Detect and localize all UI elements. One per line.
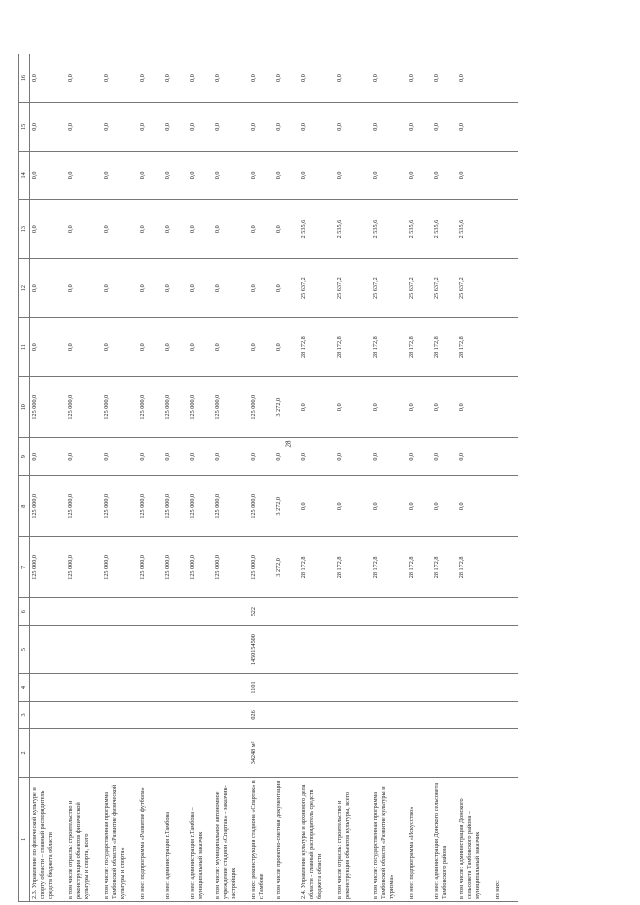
cell-col-13: 0,0 [66, 200, 102, 259]
cell-col-5 [188, 625, 213, 673]
cell-col-7: 125 000,0 [102, 537, 138, 598]
table-row [274, 54, 299, 902]
cell-col-11: 0,0 [249, 318, 274, 377]
cell-col-15: 0,0 [335, 103, 371, 151]
column-header-12: 12 [19, 259, 30, 318]
row-description: из них: реконструкция стадиона «Спартак» в г.Тамбове [249, 777, 274, 901]
cell-col-7: 28 172,8 [371, 537, 407, 598]
cell-col-9: 0,0 [249, 438, 274, 476]
cell-col-10: 125 000,0 [102, 377, 138, 438]
cell-col-12: 0,0 [274, 259, 299, 318]
table-row [102, 54, 138, 902]
row-description: из них: [493, 777, 518, 901]
column-header-10: 10 [19, 377, 30, 438]
cell-col-4 [407, 674, 432, 701]
cell-col-7: 28 172,8 [407, 537, 432, 598]
cell-col-9: 0,0 [102, 438, 138, 476]
cell-col-5 [457, 625, 493, 673]
cell-col-16: 0,0 [407, 54, 432, 103]
cell-col-13: 2 535,6 [432, 200, 457, 259]
cell-col-11: 28 172,8 [299, 318, 335, 377]
cell-col-14: 0,0 [163, 151, 188, 199]
cell-col-8: 125 000,0 [30, 476, 67, 537]
row-description: из нее: администрация г.Тамбова [163, 777, 188, 901]
cell-col-5 [299, 625, 335, 673]
cell-col-4 [188, 674, 213, 701]
cell-col-4 [335, 674, 371, 701]
cell-col-12: 25 637,2 [407, 259, 432, 318]
cell-col-10: 125 000,0 [249, 377, 274, 438]
cell-col-14: 0,0 [407, 151, 432, 199]
cell-col-6 [457, 598, 493, 625]
cell-col-13: 2 535,6 [299, 200, 335, 259]
cell-col-11: 0,0 [274, 318, 299, 377]
cell-col-3 [188, 701, 213, 728]
cell-col-13: 0,0 [163, 200, 188, 259]
cell-col-2 [138, 729, 163, 777]
cell-col-3 [407, 701, 432, 728]
cell-col-12: 0,0 [249, 259, 274, 318]
cell-col-3 [30, 701, 67, 728]
cell-col-7: 28 172,8 [335, 537, 371, 598]
cell-col-14 [493, 151, 518, 199]
cell-col-15: 0,0 [274, 103, 299, 151]
cell-col-11: 0,0 [163, 318, 188, 377]
cell-col-15: 0,0 [371, 103, 407, 151]
cell-col-8 [493, 476, 518, 537]
cell-col-8: 0,0 [335, 476, 371, 537]
cell-col-2 [163, 729, 188, 777]
table-row [213, 54, 249, 902]
cell-col-5: 1450154500 [249, 625, 274, 673]
row-description: в том числе отрасль: строительство и реконструкция объектов культуры, всего [335, 777, 371, 901]
cell-col-13: 2 535,6 [371, 200, 407, 259]
cell-col-11: 0,0 [213, 318, 249, 377]
cell-col-7: 125 000,0 [249, 537, 274, 598]
cell-col-3 [66, 701, 102, 728]
cell-col-7: 125 000,0 [163, 537, 188, 598]
row-description: из нее: подпрограмма «Искусство» [407, 777, 432, 901]
cell-col-10: 0,0 [432, 377, 457, 438]
row-description: из нее: администрация Донского сельсовета Тамбовского района [432, 777, 457, 901]
cell-col-15: 0,0 [66, 103, 102, 151]
cell-col-16: 0,0 [299, 54, 335, 103]
cell-col-2 [188, 729, 213, 777]
cell-col-10: 125 000,0 [30, 377, 67, 438]
cell-col-12: 0,0 [30, 259, 67, 318]
cell-col-11: 28 172,8 [432, 318, 457, 377]
cell-col-5 [493, 625, 518, 673]
column-header-13: 13 [19, 200, 30, 259]
cell-col-14: 0,0 [335, 151, 371, 199]
cell-col-7: 28 172,8 [457, 537, 493, 598]
cell-col-14: 0,0 [102, 151, 138, 199]
cell-col-4 [213, 674, 249, 701]
cell-col-10 [493, 377, 518, 438]
cell-col-8: 3 272,0 [274, 476, 299, 537]
cell-col-8: 0,0 [371, 476, 407, 537]
cell-col-2 [299, 729, 335, 777]
cell-col-13: 0,0 [274, 200, 299, 259]
cell-col-13 [493, 200, 518, 259]
cell-col-7: 125 000,0 [213, 537, 249, 598]
cell-col-5 [213, 625, 249, 673]
cell-col-10: 125 000,0 [188, 377, 213, 438]
cell-col-9: 0,0 [188, 438, 213, 476]
cell-col-11: 0,0 [30, 318, 67, 377]
cell-col-16: 0,0 [163, 54, 188, 103]
cell-col-10: 125 000,0 [213, 377, 249, 438]
cell-col-2 [371, 729, 407, 777]
cell-col-11: 0,0 [66, 318, 102, 377]
cell-col-6 [274, 598, 299, 625]
cell-col-15: 0,0 [299, 103, 335, 151]
budget-table [18, 54, 518, 902]
cell-col-2 [335, 729, 371, 777]
table-row [493, 54, 518, 902]
cell-col-14: 0,0 [371, 151, 407, 199]
cell-col-8: 125 000,0 [213, 476, 249, 537]
cell-col-2 [407, 729, 432, 777]
cell-col-7: 3 272,0 [274, 537, 299, 598]
cell-col-9: 0,0 [335, 438, 371, 476]
cell-col-6 [163, 598, 188, 625]
cell-col-3 [371, 701, 407, 728]
cell-col-8: 0,0 [457, 476, 493, 537]
cell-col-8: 0,0 [299, 476, 335, 537]
cell-col-10: 125 000,0 [138, 377, 163, 438]
cell-col-12: 0,0 [102, 259, 138, 318]
cell-col-16: 0,0 [30, 54, 67, 103]
row-description: в том числе отрасль: строительство и реконструкция объектов физической культуры и спорта, всего [66, 777, 102, 901]
row-description: в том числе: государственная программа Тамбовской области «Развитие культуры и туризма» [371, 777, 407, 901]
cell-col-13: 2 535,6 [457, 200, 493, 259]
cell-col-14: 0,0 [249, 151, 274, 199]
column-header-15: 15 [19, 103, 30, 151]
cell-col-9: 0,0 [30, 438, 67, 476]
cell-col-12 [493, 259, 518, 318]
cell-col-8: 125 000,0 [102, 476, 138, 537]
cell-col-5 [30, 625, 67, 673]
cell-col-15: 0,0 [213, 103, 249, 151]
cell-col-15: 0,0 [432, 103, 457, 151]
cell-col-2 [432, 729, 457, 777]
cell-col-4 [274, 674, 299, 701]
cell-col-12: 25 637,2 [457, 259, 493, 318]
cell-col-8: 125 000,0 [66, 476, 102, 537]
cell-col-6 [432, 598, 457, 625]
cell-col-11: 28 172,8 [371, 318, 407, 377]
cell-col-3 [299, 701, 335, 728]
cell-col-12: 0,0 [213, 259, 249, 318]
column-header-6: 6 [19, 598, 30, 625]
cell-col-8: 125 000,0 [249, 476, 274, 537]
cell-col-14: 0,0 [188, 151, 213, 199]
cell-col-4 [102, 674, 138, 701]
cell-col-10: 0,0 [299, 377, 335, 438]
page-number: 28 [284, 440, 293, 448]
cell-col-12: 25 637,2 [371, 259, 407, 318]
table-row [138, 54, 163, 902]
cell-col-8: 0,0 [432, 476, 457, 537]
cell-col-11: 0,0 [102, 318, 138, 377]
cell-col-4 [457, 674, 493, 701]
cell-col-9: 0,0 [371, 438, 407, 476]
cell-col-16: 0,0 [432, 54, 457, 103]
cell-col-9: 0,0 [213, 438, 249, 476]
cell-col-3 [138, 701, 163, 728]
cell-col-9: 0,0 [66, 438, 102, 476]
cell-col-15: 0,0 [138, 103, 163, 151]
cell-col-2 [274, 729, 299, 777]
row-description: в том числе проектно-сметная документация [274, 777, 299, 901]
cell-col-7: 125 000,0 [66, 537, 102, 598]
table-row [371, 54, 407, 902]
row-description: в том числе: муниципальное автономное учреждение стадион «Спартак» - заказчик-застройщик [213, 777, 249, 901]
cell-col-7 [493, 537, 518, 598]
cell-col-16: 0,0 [138, 54, 163, 103]
cell-col-2 [493, 729, 518, 777]
cell-col-4: 1101 [249, 674, 274, 701]
cell-col-2 [213, 729, 249, 777]
cell-col-9 [493, 438, 518, 476]
cell-col-16 [493, 54, 518, 103]
cell-col-2 [30, 729, 67, 777]
cell-col-16: 0,0 [249, 54, 274, 103]
column-header-4: 4 [19, 674, 30, 701]
cell-col-3 [335, 701, 371, 728]
cell-col-12: 0,0 [66, 259, 102, 318]
cell-col-9: 0,0 [274, 438, 299, 476]
cell-col-4 [432, 674, 457, 701]
cell-col-15: 0,0 [188, 103, 213, 151]
cell-col-16: 0,0 [213, 54, 249, 103]
cell-col-2 [457, 729, 493, 777]
cell-col-13: 2 535,6 [335, 200, 371, 259]
cell-col-8: 0,0 [407, 476, 432, 537]
cell-col-11: 0,0 [138, 318, 163, 377]
cell-col-2: 34248 м² [249, 729, 274, 777]
cell-col-4 [493, 674, 518, 701]
cell-col-5 [138, 625, 163, 673]
cell-col-4 [163, 674, 188, 701]
cell-col-7: 125 000,0 [30, 537, 67, 598]
row-description: 2.4. Управление культуры и архивного дела области - главный распорядитель средств бюджета области [299, 777, 335, 901]
column-header-16: 16 [19, 54, 30, 103]
cell-col-16: 0,0 [102, 54, 138, 103]
table-row [30, 54, 67, 902]
cell-col-6 [66, 598, 102, 625]
cell-col-10: 125 000,0 [66, 377, 102, 438]
cell-col-6 [30, 598, 67, 625]
cell-col-6 [299, 598, 335, 625]
cell-col-11: 28 172,8 [407, 318, 432, 377]
document-sheet [0, 20, 640, 899]
column-header-7: 7 [19, 537, 30, 598]
row-description: из нее: подпрограмма «Развитие футбола» [138, 777, 163, 901]
cell-col-15: 0,0 [102, 103, 138, 151]
column-header-5: 5 [19, 625, 30, 673]
cell-col-3 [213, 701, 249, 728]
cell-col-6 [371, 598, 407, 625]
cell-col-11: 0,0 [188, 318, 213, 377]
column-header-11: 11 [19, 318, 30, 377]
cell-col-11: 28 172,8 [457, 318, 493, 377]
cell-col-7: 125 000,0 [188, 537, 213, 598]
cell-col-16: 0,0 [274, 54, 299, 103]
cell-col-5 [335, 625, 371, 673]
column-header-14: 14 [19, 151, 30, 199]
cell-col-9: 0,0 [432, 438, 457, 476]
cell-col-8: 125 000,0 [163, 476, 188, 537]
table-row [457, 54, 493, 902]
cell-col-5 [274, 625, 299, 673]
cell-col-15: 0,0 [249, 103, 274, 151]
cell-col-11: 28 172,8 [335, 318, 371, 377]
table-row [249, 54, 274, 902]
cell-col-3 [274, 701, 299, 728]
cell-col-15: 0,0 [407, 103, 432, 151]
cell-col-6 [335, 598, 371, 625]
cell-col-13: 0,0 [188, 200, 213, 259]
cell-col-3 [102, 701, 138, 728]
cell-col-12: 0,0 [138, 259, 163, 318]
cell-col-13: 0,0 [213, 200, 249, 259]
column-header-3: 3 [19, 701, 30, 728]
cell-col-6 [102, 598, 138, 625]
cell-col-13: 2 535,6 [407, 200, 432, 259]
cell-col-9: 0,0 [457, 438, 493, 476]
cell-col-2 [102, 729, 138, 777]
row-description: 2.3. Управление по физической культуре и спорту области – главный распорядитель средств бюджета области [30, 777, 67, 901]
cell-col-13: 0,0 [249, 200, 274, 259]
cell-col-12: 25 637,2 [432, 259, 457, 318]
table-row [432, 54, 457, 902]
table-row [299, 54, 335, 902]
cell-col-16: 0,0 [188, 54, 213, 103]
cell-col-16: 0,0 [66, 54, 102, 103]
table-row [335, 54, 371, 902]
cell-col-5 [66, 625, 102, 673]
column-header-8: 8 [19, 476, 30, 537]
cell-col-9: 0,0 [163, 438, 188, 476]
cell-col-9: 0,0 [407, 438, 432, 476]
cell-col-6 [188, 598, 213, 625]
cell-col-5 [407, 625, 432, 673]
cell-col-12: 0,0 [188, 259, 213, 318]
cell-col-15: 0,0 [163, 103, 188, 151]
column-header-1: 1 [19, 777, 30, 901]
cell-col-10: 125 000,0 [163, 377, 188, 438]
cell-col-6 [407, 598, 432, 625]
table-row [188, 54, 213, 902]
cell-col-13: 0,0 [102, 200, 138, 259]
cell-col-6 [138, 598, 163, 625]
cell-col-3 [493, 701, 518, 728]
cell-col-3 [163, 701, 188, 728]
cell-col-14: 0,0 [274, 151, 299, 199]
cell-col-15: 0,0 [30, 103, 67, 151]
cell-col-5 [163, 625, 188, 673]
cell-col-11 [493, 318, 518, 377]
header-row [19, 54, 30, 902]
cell-col-6 [213, 598, 249, 625]
cell-col-7: 125 000,0 [138, 537, 163, 598]
cell-col-14: 0,0 [66, 151, 102, 199]
cell-col-6 [493, 598, 518, 625]
row-description: из нее: администрация г.Тамбова – муниципальный заказчик [188, 777, 213, 901]
table-row [407, 54, 432, 902]
cell-col-8: 125 000,0 [138, 476, 163, 537]
cell-col-3 [432, 701, 457, 728]
cell-col-3: 026 [249, 701, 274, 728]
cell-col-16: 0,0 [457, 54, 493, 103]
cell-col-4 [138, 674, 163, 701]
column-header-2: 2 [19, 729, 30, 777]
cell-col-5 [432, 625, 457, 673]
cell-col-9: 0,0 [138, 438, 163, 476]
cell-col-10: 0,0 [407, 377, 432, 438]
column-header-9: 9 [19, 438, 30, 476]
cell-col-14: 0,0 [299, 151, 335, 199]
cell-col-14: 0,0 [138, 151, 163, 199]
cell-col-14: 0,0 [432, 151, 457, 199]
cell-col-16: 0,0 [335, 54, 371, 103]
cell-col-14: 0,0 [457, 151, 493, 199]
cell-col-4 [30, 674, 67, 701]
cell-col-12: 0,0 [163, 259, 188, 318]
cell-col-7: 28 172,8 [432, 537, 457, 598]
cell-col-15 [493, 103, 518, 151]
cell-col-3 [457, 701, 493, 728]
rotated-table-container [18, 54, 618, 902]
cell-col-5 [102, 625, 138, 673]
cell-col-10: 3 272,0 [274, 377, 299, 438]
cell-col-14: 0,0 [213, 151, 249, 199]
cell-col-12: 25 637,2 [299, 259, 335, 318]
table-row [66, 54, 102, 902]
row-description: в том числе: администрация Донского сельсовета Тамбовского района – муниципальный заказчик [457, 777, 493, 901]
cell-col-9: 0,0 [299, 438, 335, 476]
cell-col-13: 0,0 [138, 200, 163, 259]
table-row [163, 54, 188, 902]
cell-col-2 [66, 729, 102, 777]
cell-col-8: 125 000,0 [188, 476, 213, 537]
cell-col-6: 522 [249, 598, 274, 625]
cell-col-4 [299, 674, 335, 701]
cell-col-14: 0,0 [30, 151, 67, 199]
cell-col-10: 0,0 [371, 377, 407, 438]
cell-col-4 [371, 674, 407, 701]
cell-col-4 [66, 674, 102, 701]
cell-col-5 [371, 625, 407, 673]
cell-col-15: 0,0 [457, 103, 493, 151]
cell-col-12: 25 637,2 [335, 259, 371, 318]
cell-col-10: 0,0 [457, 377, 493, 438]
cell-col-16: 0,0 [371, 54, 407, 103]
cell-col-10: 0,0 [335, 377, 371, 438]
row-description: в том числе: государственная программа Тамбовской области «Развитие физической культуры и спорта» [102, 777, 138, 901]
cell-col-7: 28 172,8 [299, 537, 335, 598]
cell-col-13: 0,0 [30, 200, 67, 259]
